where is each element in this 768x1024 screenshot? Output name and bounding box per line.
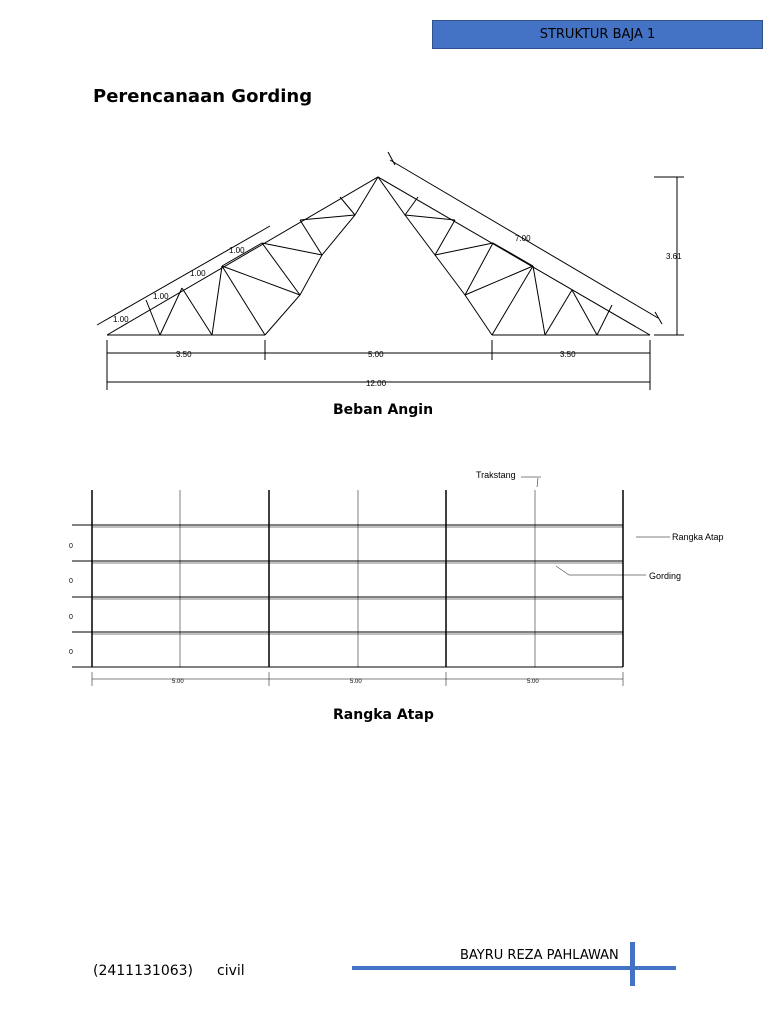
panel-label-4: 1.00 <box>229 246 245 255</box>
truss-caption: Beban Angin <box>333 402 434 418</box>
span-left-label: 3.50 <box>176 350 192 359</box>
span-middle-label: 5.00 <box>368 350 384 359</box>
department: civil <box>217 963 245 979</box>
span-right-label: 3.50 <box>560 350 576 359</box>
plan-span-2: 5.00 <box>350 679 362 685</box>
plan-span-1: 5.00 <box>172 679 184 685</box>
total-span-label: 12.00 <box>366 379 387 388</box>
truss-diagram <box>0 140 768 400</box>
height-label: 3.61 <box>666 252 682 261</box>
panel-label-3: 1.00 <box>190 269 206 278</box>
header-label: STRUKTUR BAJA 1 <box>539 27 656 42</box>
rafter-length-label: 7.00 <box>515 234 531 243</box>
plan-span-3: 5.00 <box>527 679 539 685</box>
panel-label-2: 1.00 <box>153 292 169 301</box>
left-dim-2: 0 <box>69 578 73 585</box>
left-dim-1: 0 <box>69 543 73 550</box>
gording-label: Gording <box>649 571 682 581</box>
panel-label-1: 1.00 <box>113 315 129 324</box>
trakstang-label: Trakstang <box>476 470 516 480</box>
roof-frame-caption: Rangka Atap <box>333 707 434 723</box>
roof-frame-diagram <box>0 460 768 690</box>
rangka-atap-label: Rangka Atap <box>672 532 724 542</box>
student-id: (2411131063) <box>93 963 193 979</box>
roof-frame-grid <box>72 477 670 686</box>
left-dim-3: 0 <box>69 614 73 621</box>
header-banner <box>432 20 763 49</box>
left-dim-4: 0 <box>69 649 73 656</box>
page-title: Perencanaan Gording <box>93 86 313 107</box>
author-name: BAYRU REZA PAHLAWAN <box>460 948 619 963</box>
